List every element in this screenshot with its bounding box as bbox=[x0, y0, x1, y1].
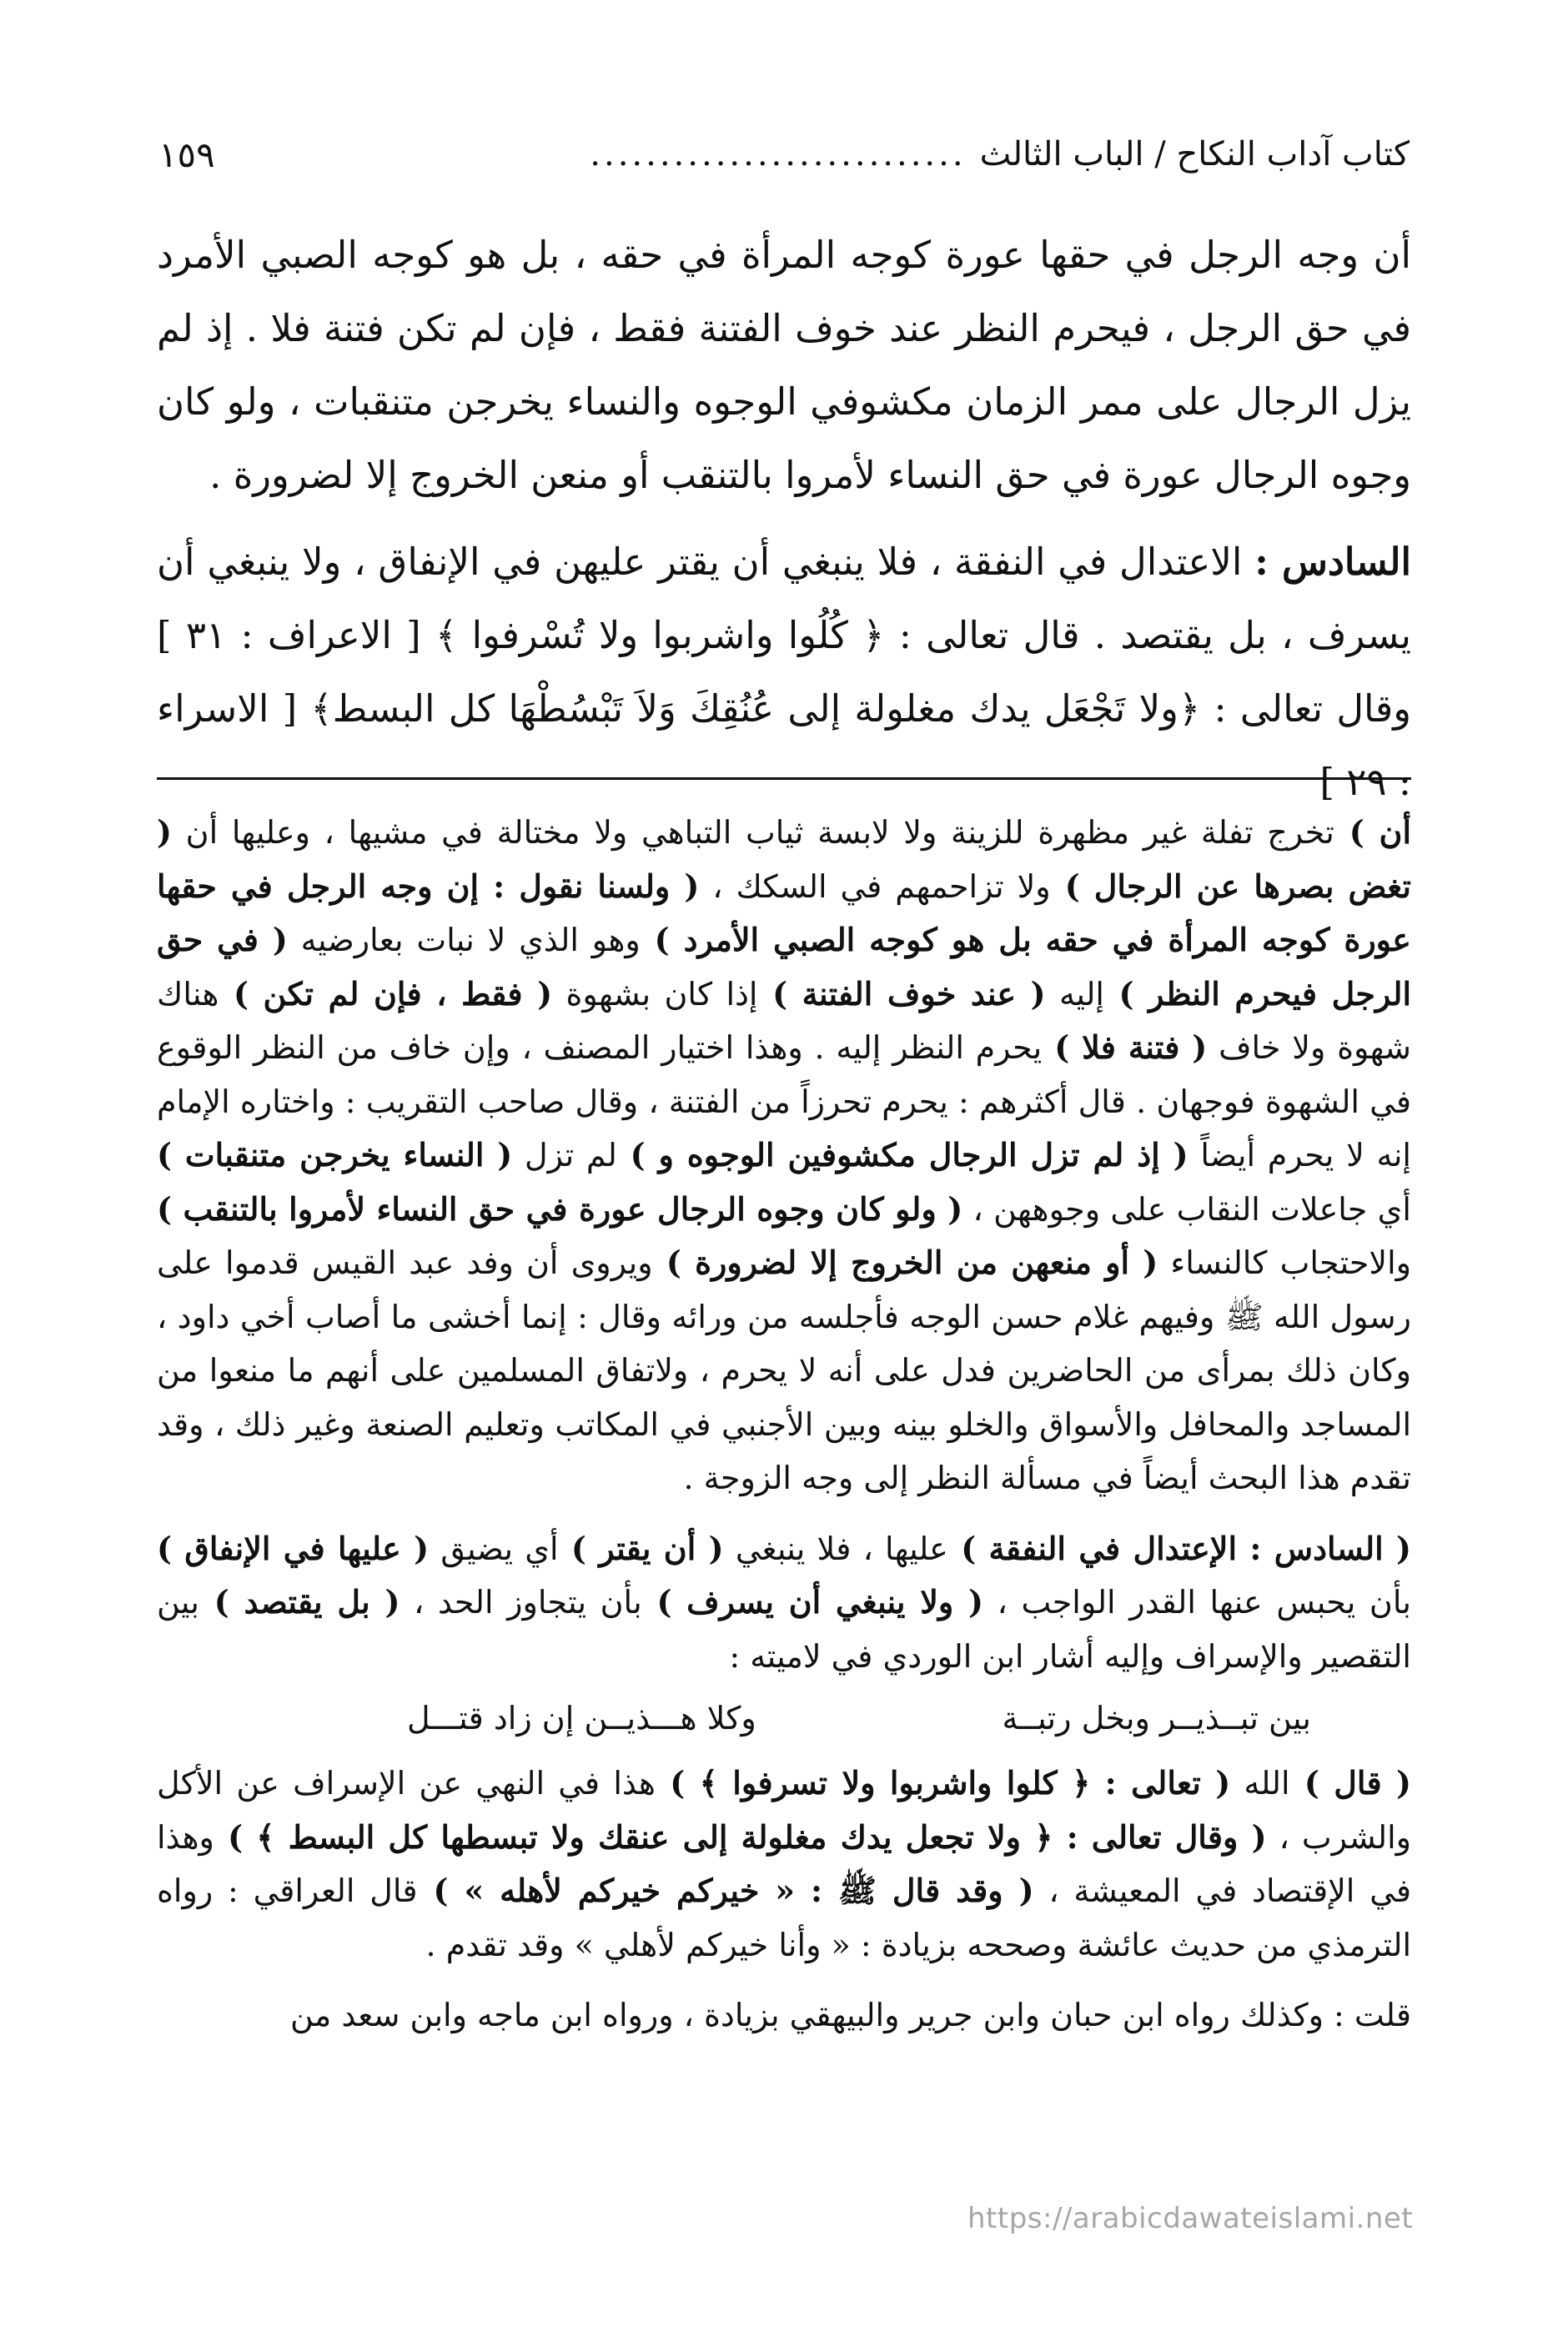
commentary-run: قال العراقي : رواه الترمذي من حديث عائشة وصححه بزيادة : « وأنا خيركم لأهلي » وقد تقدم . bbox=[157, 1872, 1411, 1963]
verse-second-hemistich: وكلا هـــذيــن إن زاد قتـــل bbox=[407, 1700, 756, 1736]
commentary-run: يحرم النظر إليه . وهذا اختيار المصنف ، وإن خاف من النظر الوقوع في الشهوة فوجهان . قال أكثرهم : يحرم تحرزاً من الفتنة ، وقال صاحب التقريب : واختاره الإمام إنه لا يحرم أيضاً bbox=[157, 1029, 1411, 1174]
commentary-text bbox=[157, 806, 1411, 2043]
matn-quote: ( فقط ، فإن لم تكن ) bbox=[219, 974, 553, 1013]
commentary-run: بين التقصير والإسراف وإليه أشار ابن الوردي في لاميته : bbox=[157, 1584, 1411, 1675]
matn-quote: ( في حق الرجل فيحرم النظر ) bbox=[157, 921, 1412, 1013]
matn-quote: ( بل يقتصد ) bbox=[199, 1583, 400, 1621]
running-header bbox=[158, 125, 1410, 183]
commentary-run: أي جاعلات النقاب على وجوههن ، bbox=[962, 1190, 1411, 1228]
watermark-url: https://arabicdawateislami.net bbox=[967, 2202, 1414, 2235]
main-paragraph-text: الاعتدال في النفقة ، فلا ينبغي أن يقتر عليهن في الإنفاق ، ولا ينبغي أن يسرف ، بل يقتصد . قال تعالى : ﴿ كُلُوا واشربوا ولا تُسْرفوا ﴾ [ الاعراف : ٣١ ] وقال تعالى : ﴿ولا تَجْعَل يدك مغلولة إلى عُنُقِكَ وَلاَ تَبْسُطْهَا كل البسط﴾ [ الاسراء : ٢٩ ] bbox=[157, 540, 1411, 804]
matn-quote: ( تغض بصرها عن الرجال ) bbox=[157, 813, 1412, 905]
matn-quote: ( عليها في الإنفاق ) bbox=[157, 1529, 430, 1567]
matn-quote: ( قال ) bbox=[1289, 1764, 1411, 1802]
matn-quote: ( ولا ينبغي أن يسرف ) bbox=[641, 1583, 984, 1621]
commentary-run: لم تزل bbox=[512, 1137, 617, 1174]
commentary-run: أي يضيق bbox=[429, 1530, 559, 1567]
commentary-run: عليها ، فلا ينبغي bbox=[723, 1530, 948, 1567]
commentary-run: بأن يحبس عنها القدر الواجب ، bbox=[983, 1584, 1411, 1621]
commentary-run: ولا تزاحمهم في السكك ، bbox=[699, 867, 1051, 905]
matn-quote: ( وقد قال ﷺ : « خيركم خيركم لأهله » ) bbox=[417, 1872, 1034, 1909]
commentary-run: وهو الذي لا نبات بعارضيه bbox=[287, 922, 641, 958]
commentary-run: وهذا في الإقتصاد في المعيشة ، bbox=[157, 1818, 1412, 1909]
main-paragraph bbox=[157, 525, 1411, 819]
commentary-run: ويروى أن وفد عبد القيس قدموا على رسول الله ﷺ وفيهم غلام حسن الوجه فأجلسه من ورائه وقال : إنما أخشى ما أصاب أخي داود ، وكان ذلك بمرأى من الحاضرين فدل على أنه لا يحرم ، ولاتفاق المسلمين على أنهم ما منعوا من المساجد والمحافل والأسواق والخلو بينه وبين الأجنبي في المكاتب وتعليم الصنعة وغير ذلك ، وقد تقدم هذا البحث أيضاً في مسألة النظر إلى وجه الزوجة . bbox=[157, 1244, 1411, 1496]
poetry-verse bbox=[157, 1683, 1411, 1757]
commentary-run: والاحتجاب كالنساء bbox=[1158, 1244, 1412, 1281]
section-lead: السادس : bbox=[1254, 540, 1411, 584]
page-number: ١٥٩ bbox=[158, 133, 215, 175]
main-text bbox=[157, 219, 1411, 819]
matn-quote: ( تعالى : ﴿ كلوا واشربوا ولا تسرفوا ﴾ ) bbox=[655, 1764, 1231, 1802]
main-paragraph: أن وجه الرجل في حقها عورة كوجه المرأة في حقه ، بل هو كوجه الصبي الأمرد في حق الرجل ، فيحرم النظر عند خوف الفتنة فقط ، فإن لم تكن فتنة فلا . إذ لم يزل الرجال على ممر الزمان مكشوفي الوجوه والنساء يخرجن متنقبات ، ولو كان وجوه الرجال عورة في حق النساء لأمروا بالتنقب أو منعن الخروج إلا لضرورة . bbox=[157, 233, 1411, 497]
commentary-run: إذا كان بشهوة bbox=[552, 975, 758, 1013]
commentary-run: الله bbox=[1230, 1765, 1290, 1802]
matn-quote: ( عند خوف الفتنة ) bbox=[757, 974, 1046, 1013]
verse-first-hemistich: بين تبــذيــر وبخل رتبــة bbox=[1002, 1700, 1311, 1736]
matn-quote: ( ولسنا نقول : إن وجه الرجل في حقها عورة كوجه المرأة في حقه بل هو كوجه الصبي الأمرد ) bbox=[157, 867, 1411, 958]
matn-quote: ( ولو كان وجوه الرجال عورة في حق النساء لأمروا بالتنقب ) bbox=[157, 1189, 963, 1228]
matn-quote: ( إذ لم تزل الرجال مكشوفين الوجوه و ) bbox=[616, 1136, 1189, 1174]
matn-quote: ( أن يقتر ) bbox=[558, 1529, 724, 1567]
commentary-run: إليه bbox=[1045, 975, 1104, 1013]
matn-quote: ( وقال تعالى : ﴿ ولا تجعل يدك مغلولة إلى عنقك ولا تبسطها كل البسط ﴾ ) bbox=[214, 1817, 1267, 1856]
divider-rule bbox=[157, 777, 1411, 780]
commentary-run: هناك شهوة ولا خاف bbox=[157, 975, 1412, 1066]
chapter-title: كتاب آداب النكاح / الباب الثالث bbox=[979, 135, 1410, 173]
commentary-run: هذا في النهي عن الإسراف عن الأكل والشرب ، bbox=[157, 1765, 1411, 1856]
commentary-paragraph bbox=[157, 806, 1411, 1505]
commentary-paragraph bbox=[157, 1757, 1411, 1972]
commentary-run: تخرج تفلة غير مظهرة للزينة ولا لابسة ثياب التباهي ولا مختالة في مشيها ، وعليها أن bbox=[171, 814, 1334, 851]
matn-quote: ( أو منعهن من الخروج إلا لضرورة ) bbox=[652, 1244, 1158, 1281]
matn-quote: ( النساء يخرجن متنقبات ) bbox=[157, 1136, 513, 1174]
commentary-run: بأن يتجاوز الحد ، bbox=[400, 1584, 642, 1621]
header-leader-dots: ........................... bbox=[590, 135, 967, 173]
commentary-paragraph bbox=[157, 1522, 1411, 1684]
commentary-paragraph: قلت : وكذلك رواه ابن حبان وابن جرير والبيهقي بزيادة ، ورواه ابن ماجه وابن سعد من bbox=[289, 1997, 1411, 2033]
matn-quote: ( السادس : الإعتدال في النفقة ) bbox=[947, 1529, 1411, 1567]
matn-quote: أن ) bbox=[1334, 813, 1411, 851]
matn-quote: ( فتنة فلا ) bbox=[1042, 1028, 1208, 1066]
